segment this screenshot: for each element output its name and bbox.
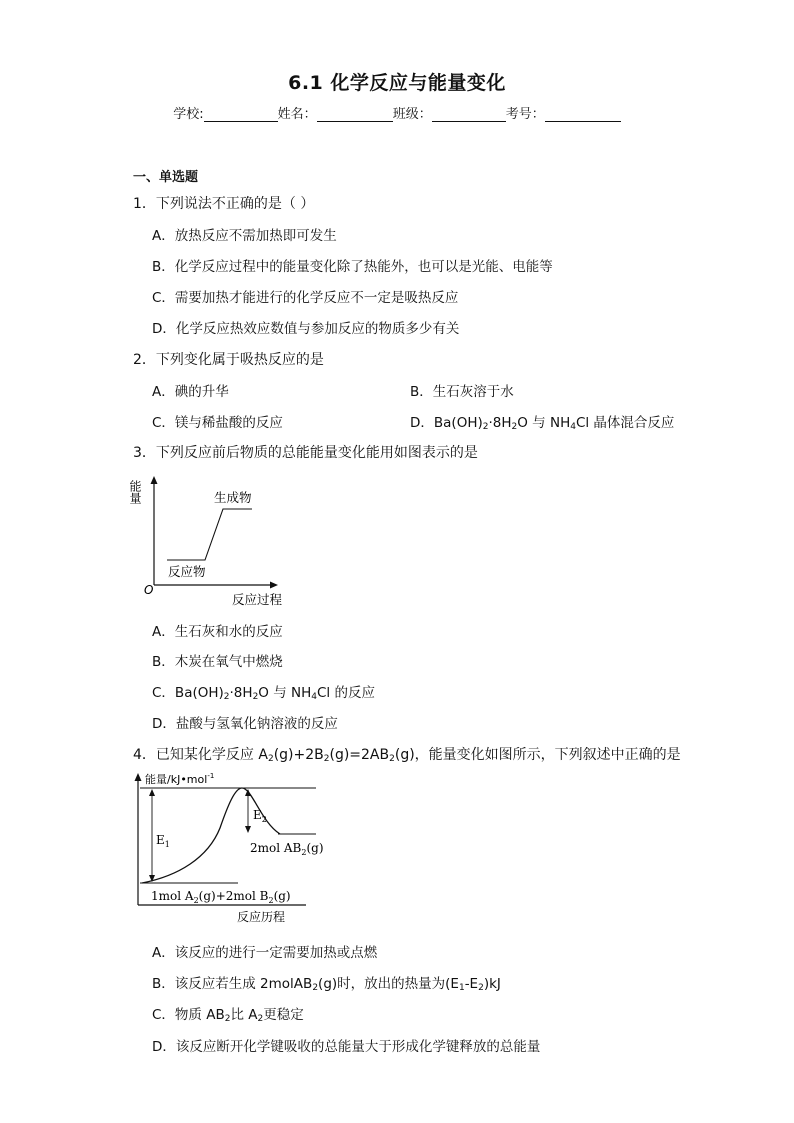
q4-x-label: 反应历程 — [237, 910, 286, 924]
q4-e2-label: $E_2$ — [253, 808, 267, 824]
q4-product-label: 2mol $AB_2(g)$ — [250, 841, 324, 857]
q4-option-b[interactable]: B．该反应若生成 2molAB$_2$(g)时，放出的热量为$(E_1-E_2)kJ$ — [152, 976, 501, 993]
q3-option-d[interactable]: D．盐酸与氢氧化钠溶液的反应 — [152, 716, 338, 732]
name-label: 姓名： — [277, 107, 317, 122]
q2-option-b[interactable]: B．生石灰溶于水 — [410, 384, 514, 400]
q4-y-arrow-icon — [135, 773, 142, 781]
q3-origin-label: O — [144, 583, 154, 597]
q4-e2-arrow-down-icon — [245, 826, 251, 833]
section-title: 一、单选题 — [133, 170, 199, 185]
q3-option-b[interactable]: B．木炭在氧气中燃烧 — [152, 654, 283, 670]
q3-reactant-label: 反应物 — [168, 564, 206, 579]
q3-option-a[interactable]: A．生石灰和水的反应 — [152, 624, 283, 640]
q3-energy-diagram — [130, 470, 300, 610]
question-2-stem: 2．下列变化属于吸热反应的是 — [133, 352, 324, 368]
name-blank[interactable] — [317, 107, 393, 122]
question-3-stem: 3．下列反应前后物质的总能能量变化能用如图表示的是 — [133, 445, 478, 461]
class-blank[interactable] — [432, 107, 506, 122]
question-4-stem: 4．已知某化学反应 $A_2(g)+2B_2(g)=2AB_2(g)$，能量变化如图所示，下列叙述中正确的是 — [133, 747, 681, 764]
q1-option-d[interactable]: D．化学反应热效应数值与参加反应的物质多少有关 — [152, 321, 460, 337]
q2-option-a[interactable]: A．碘的升华 — [152, 384, 229, 400]
page-title: 6.1 化学反应与能量变化 — [288, 72, 506, 94]
q2-option-d[interactable]: D．$Ba(OH)_2\cdot 8H_2O$ 与 $NH_4Cl$ 晶体混合反应 — [410, 415, 675, 432]
student-info-line — [0, 103, 794, 122]
number-label: 考号： — [505, 107, 545, 122]
q4-e1-arrow-up-icon — [149, 789, 155, 796]
q4-option-c[interactable]: C．物质 $AB_2$比 $A_2$更稳定 — [152, 1007, 304, 1024]
q4-e1-label: $E_1$ — [156, 833, 170, 849]
q4-option-d[interactable]: D．该反应断开化学键吸收的总能量大于形成化学键释放的总能量 — [152, 1039, 541, 1055]
q1-option-a[interactable]: A．放热反应不需加热即可发生 — [152, 228, 337, 244]
q3-product-label: 生成物 — [214, 490, 252, 505]
q3-y-arrow-icon — [151, 476, 158, 484]
q3-energy-curve — [167, 509, 252, 560]
q3-x-label: 反应过程 — [232, 592, 283, 607]
question-1-stem: 1．下列说法不正确的是（ ） — [133, 196, 315, 212]
school-label: 学校: — [173, 107, 204, 122]
school-blank[interactable] — [204, 107, 278, 122]
q3-x-arrow-icon — [270, 582, 278, 589]
number-blank[interactable] — [545, 107, 621, 122]
q3-y-label: 能量 — [128, 480, 142, 504]
q4-reactant-label: 1mol $A_2(g)+2mol$ $B_2(g)$ — [151, 889, 291, 905]
q4-energy-diagram — [128, 770, 338, 926]
q4-y-label: 能量/kJ•mol$^{-1}$ — [145, 772, 215, 786]
q1-option-c[interactable]: C．需要加热才能进行的化学反应不一定是吸热反应 — [152, 290, 459, 306]
q1-option-b[interactable]: B．化学反应过程中的能量变化除了热能外，也可以是光能、电能等 — [152, 259, 553, 275]
q4-option-a[interactable]: A．该反应的进行一定需要加热或点燃 — [152, 945, 378, 961]
class-label: 班级： — [392, 107, 432, 122]
q2-option-c[interactable]: C．镁与稀盐酸的反应 — [152, 415, 283, 431]
q3-option-c[interactable]: C．$Ba(OH)_2\cdot 8H_2O$ 与 $NH_4Cl$ 的反应 — [152, 685, 375, 702]
